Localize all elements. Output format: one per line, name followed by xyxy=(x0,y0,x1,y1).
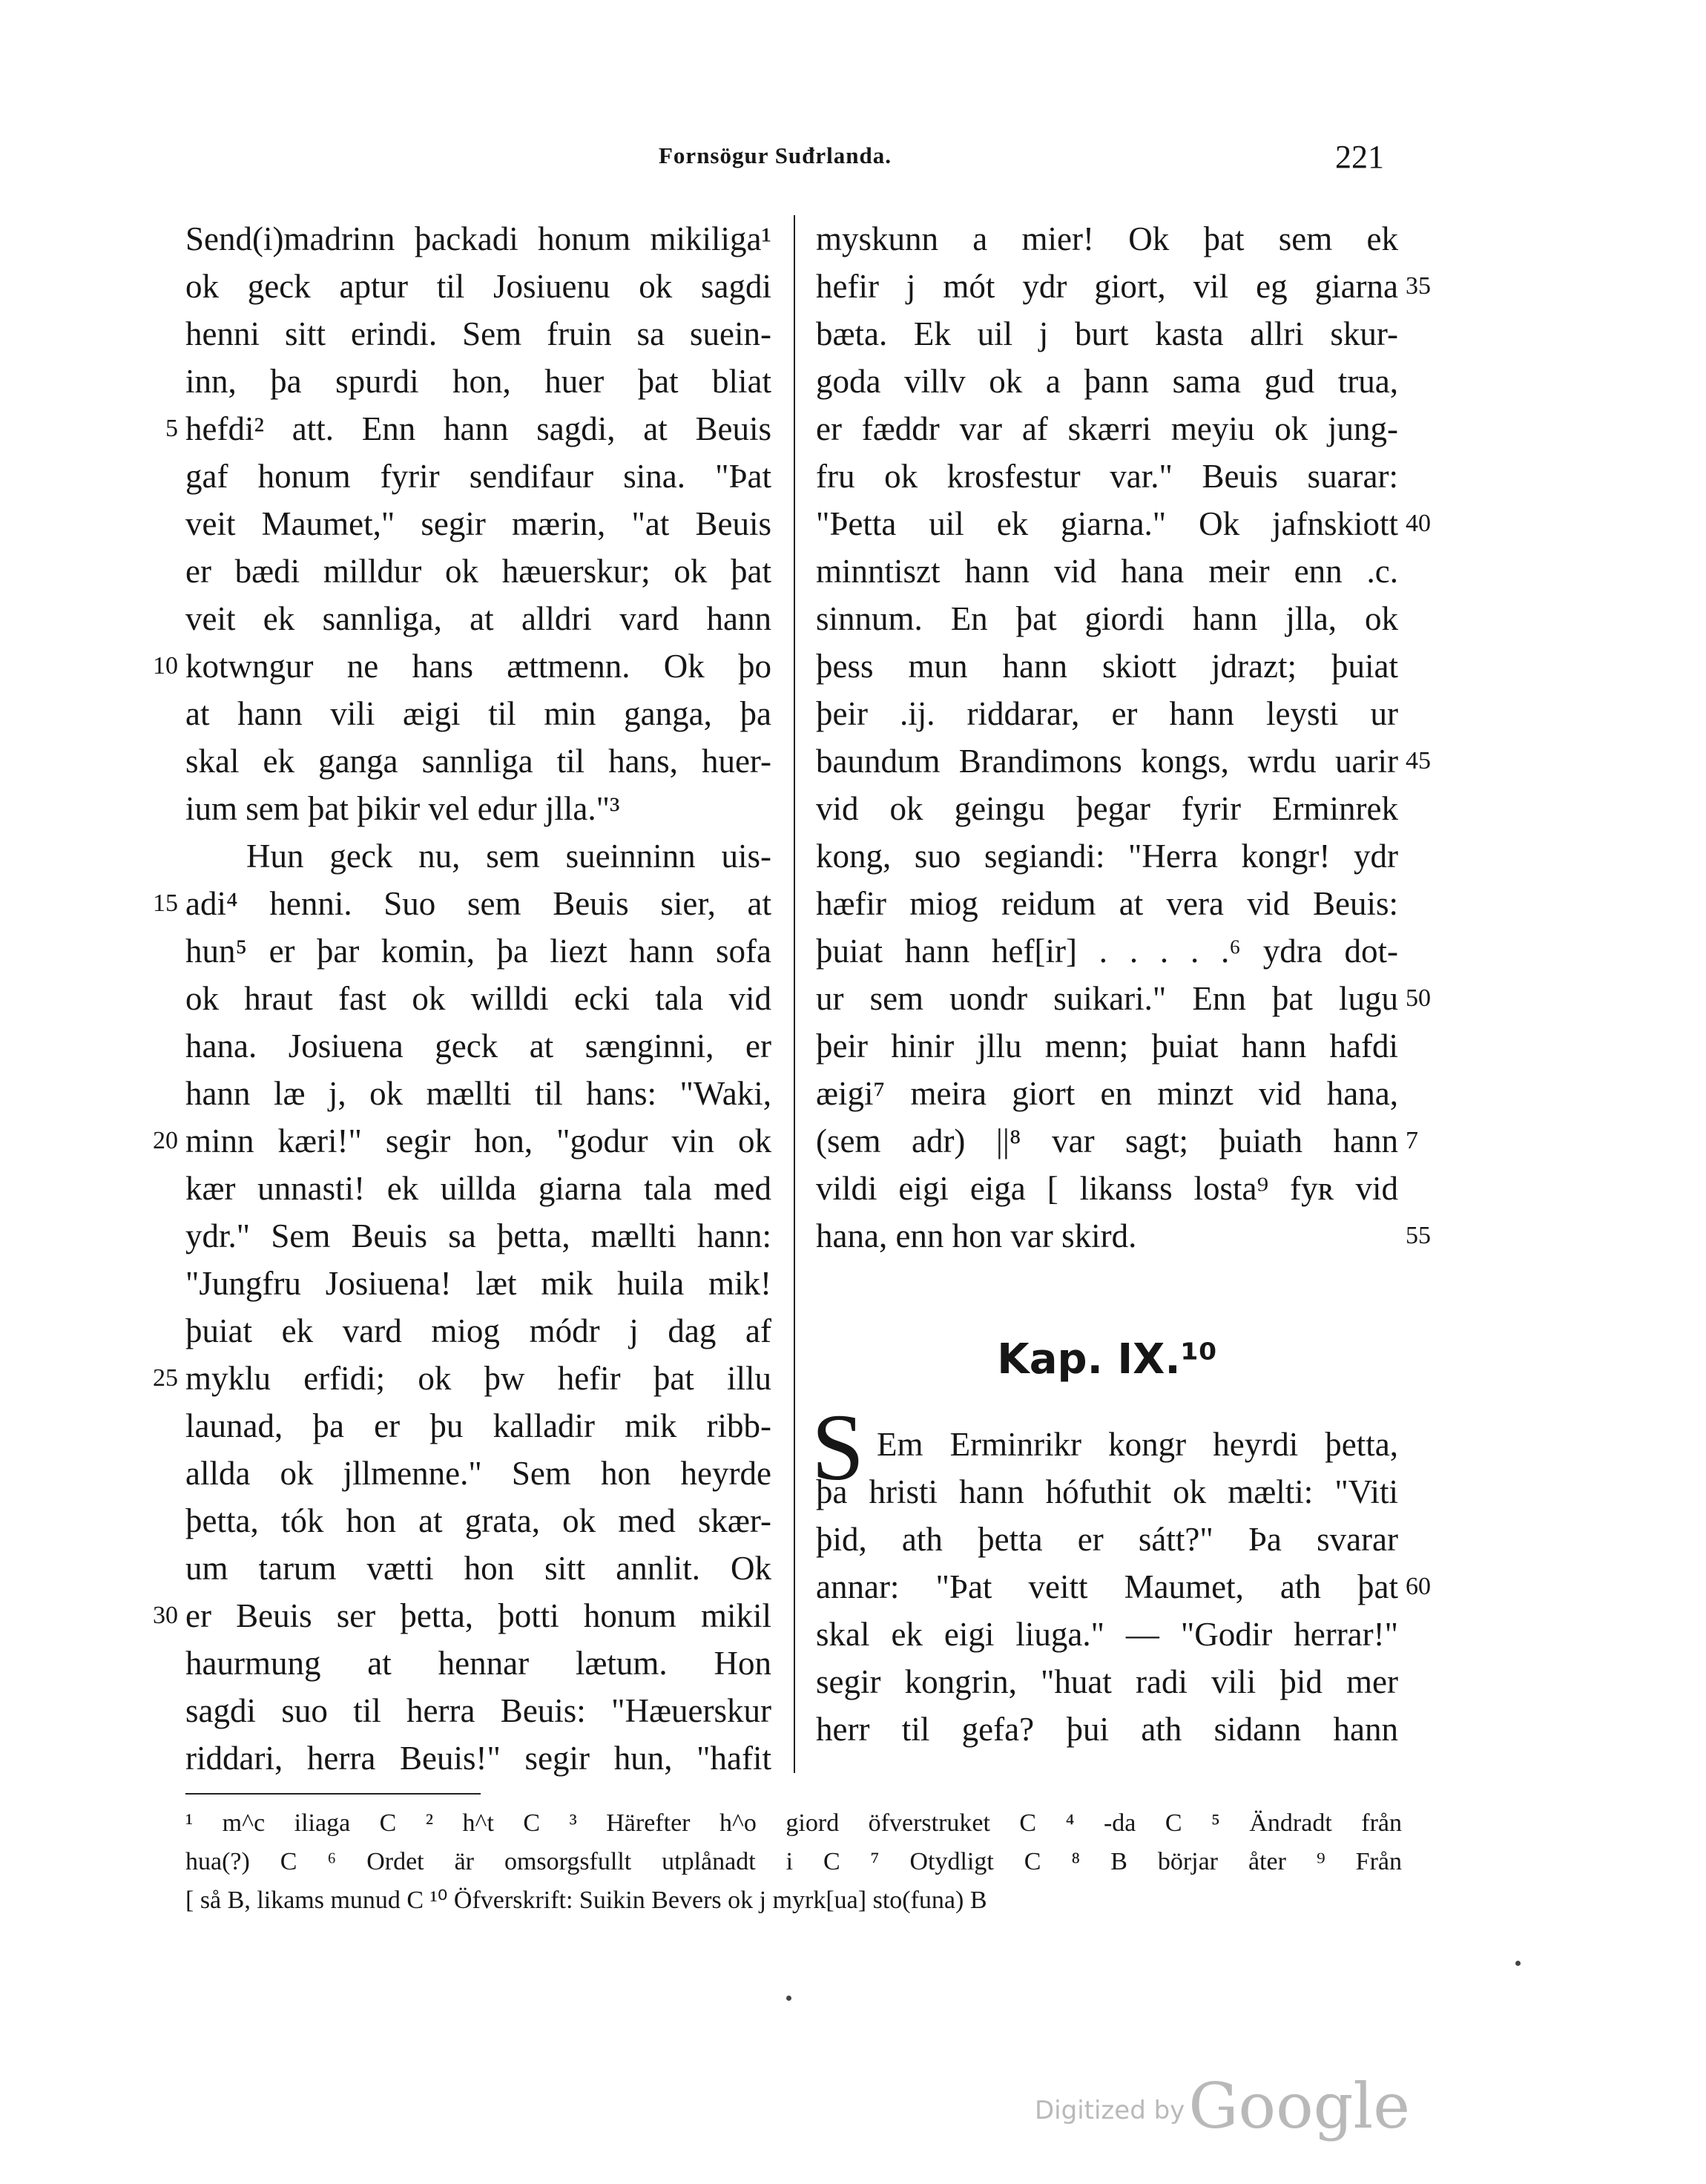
text-line: þuiat hann hef[ir] . . . . .⁶ ydra dot- xyxy=(816,933,1398,970)
text-line: minntiszt hann vid hana meir enn .c. xyxy=(816,553,1398,590)
text-line: fru ok krosfestur var." Beuis suarar: xyxy=(816,458,1398,495)
text-line: hefir j mót ydr giort, vil eg giarna xyxy=(816,268,1398,305)
text-line: haurmung at hennar lætum. Hon xyxy=(185,1645,771,1682)
text-line: (sem adr) ||⁸ var sagt; þuiath hann xyxy=(816,1122,1398,1160)
text-line: vildi eigi eiga [ likanss losta⁹ fyʀ vid xyxy=(816,1170,1398,1207)
text-line: ok geck aptur til Josiuenu ok sagdi xyxy=(185,268,771,305)
text-line: myklu erfidi; ok þw hefir þat illu xyxy=(185,1360,771,1397)
right-column xyxy=(816,215,1398,1260)
text-line: hann læ j, ok mællti til hans: "Waki, xyxy=(185,1075,771,1112)
line-number: 15 xyxy=(153,889,178,917)
text-line: ok hraut fast ok willdi ecki tala vid xyxy=(185,980,771,1017)
text-line: þid, ath þetta er sátt?" Þa svarar xyxy=(816,1521,1398,1558)
chapter-text xyxy=(811,1395,1398,1753)
chapter-heading: Kap. IX.¹⁰ xyxy=(997,1335,1217,1384)
text-line: hæfir miog reidum at vera vid Beuis: xyxy=(816,885,1398,922)
line-number: 45 xyxy=(1406,747,1431,774)
text-line: ydr." Sem Beuis sa þetta, mællti hann: xyxy=(185,1217,771,1254)
text-line: gaf honum fyrir sendifaur sina. "Þat xyxy=(185,458,771,495)
line-number: 25 xyxy=(153,1364,178,1392)
text-line: minn kæri!" segir hon, "godur vin ok xyxy=(185,1122,771,1160)
text-line: Send(i)madrinn þackadi honum mikiliga¹ xyxy=(185,220,771,257)
text-line: henni sitt erindi. Sem fruin sa suein- xyxy=(185,315,771,352)
line-number: 35 xyxy=(1406,272,1431,300)
text-line: "Jungfru Josiuena! læt mik huila mik! xyxy=(185,1265,771,1302)
text-line: kær unnasti! ek uillda giarna tala med xyxy=(185,1170,771,1207)
footnote-line: hua(?) C ⁶ Ordet är omsorgsfullt utplånadt i C ⁷ Otydligt C ⁸ B börjar åter ⁹ Från xyxy=(185,1848,1402,1875)
text-line: er bædi milldur ok hæuerskur; ok þat xyxy=(185,553,771,590)
text-line: þetta, tók hon at grata, ok med skær- xyxy=(185,1502,771,1539)
drop-cap: S xyxy=(811,1395,865,1500)
text-line: "Þetta uil ek giarna." Ok jafnskiott xyxy=(816,505,1398,542)
text-line: inn, þa spurdi hon, huer þat bliat xyxy=(185,363,771,400)
watermark-prefix: Digitized by xyxy=(1035,2096,1185,2125)
line-number: 30 xyxy=(153,1602,178,1629)
text-line: æigi⁷ meira giort en minzt vid hana, xyxy=(816,1075,1398,1112)
footnote-line: [ så B, likams munud C ¹⁰ Öfverskrift: Suikin Bevers ok j myrk[ua] sto(funa) B xyxy=(185,1887,987,1914)
line-number: 60 xyxy=(1406,1573,1431,1600)
line-number: 50 xyxy=(1406,984,1431,1012)
text-line: ium sem þat þikir vel edur jlla."³ xyxy=(185,790,620,827)
text-line: sinnum. En þat giordi hann jlla, ok xyxy=(816,600,1398,637)
text-line: bæta. Ek uil j burt kasta allri skur- xyxy=(816,315,1398,352)
speck xyxy=(786,1996,791,2001)
text-line: riddari, herra Beuis!" segir hun, "hafit xyxy=(185,1740,771,1777)
text-line: hefdi² att. Enn hann sagdi, at Beuis xyxy=(185,410,771,447)
text-line: ur sem uondr suikari." Enn þat lugu xyxy=(816,980,1398,1017)
text-line: þa hristi hann hófuthit ok mælti: "Viti xyxy=(816,1473,1398,1510)
text-line: adi⁴ henni. Suo sem Beuis sier, at xyxy=(185,885,771,922)
text-line: Em Erminrikr kongr heyrdi þetta, xyxy=(877,1426,1398,1463)
footnote-rule xyxy=(185,1793,481,1795)
text-line: hana, enn hon var skird. xyxy=(816,1217,1137,1254)
page-number: 221 xyxy=(1335,139,1384,175)
line-number: 55 xyxy=(1406,1222,1431,1249)
text-line: er Beuis ser þetta, þotti honum mikil xyxy=(185,1597,771,1634)
text-line: skal ek ganga sannliga til hans, huer- xyxy=(185,743,771,780)
text-line: baundum Brandimons kongs, wrdu uarir xyxy=(816,743,1398,780)
text-line: vid ok geingu þegar fyrir Erminrek xyxy=(816,790,1398,827)
line-number: 10 xyxy=(153,652,178,680)
text-line: skal ek eigi liuga." — "Godir herrar!" xyxy=(816,1616,1398,1653)
text-line: herr til gefa? þui ath sidann hann xyxy=(816,1711,1398,1748)
line-number: 5 xyxy=(165,415,178,442)
text-line: þuiat ek vard miog módr j dag af xyxy=(185,1312,771,1349)
line-number: 40 xyxy=(1406,510,1431,537)
footnote-line: ¹ m^c iliaga C ² h^t C ³ Härefter h^o giord öfverstruket C ⁴ -da C ⁵ Ändradt från xyxy=(185,1809,1402,1837)
left-column xyxy=(185,215,771,1782)
text-line: hun⁵ er þar komin, þa liezt hann sofa xyxy=(185,933,771,970)
digitized-watermark xyxy=(1035,2070,1410,2142)
text-line: Hun geck nu, sem sueinninn uis- xyxy=(246,838,771,875)
text-line: annar: "Þat veitt Maumet, ath þat xyxy=(816,1568,1398,1605)
text-line: kotwngur ne hans ættmenn. Ok þo xyxy=(185,648,771,685)
text-line: þess mun hann skiott jdrazt; þuiat xyxy=(816,648,1398,685)
text-line: goda villv ok a þann sama gud trua, xyxy=(816,363,1398,400)
line-number: 20 xyxy=(153,1127,178,1154)
text-line: segir kongrin, "huat radi vili þid mer xyxy=(816,1663,1398,1700)
text-line: kong, suo segiandi: "Herra kongr! ydr xyxy=(816,838,1398,875)
text-line: þeir .ij. riddarar, er hann leysti ur xyxy=(816,695,1398,732)
text-line: launad, þa er þu kalladir mik ribb- xyxy=(185,1407,771,1444)
text-line: allda ok jllmenne." Sem hon heyrde xyxy=(185,1455,771,1492)
text-line: sagdi suo til herra Beuis: "Hæuerskur xyxy=(185,1692,771,1729)
running-title: Fornsögur Suđrlanda. xyxy=(659,142,892,168)
text-line: um tarum vætti hon sitt annlit. Ok xyxy=(185,1550,771,1587)
text-line: myskunn a mier! Ok þat sem ek xyxy=(816,220,1398,257)
text-line: þeir hinir jllu menn; þuiat hann hafdi xyxy=(816,1027,1398,1065)
footnotes xyxy=(185,1804,1402,1920)
line-number: 7 xyxy=(1406,1127,1418,1154)
column-divider xyxy=(794,215,795,1773)
text-line: hana. Josiuena geck at sænginni, er xyxy=(185,1027,771,1065)
text-line: veit ek sannliga, at alldri vard hann xyxy=(185,600,771,637)
text-line: at hann vili æigi til min ganga, þa xyxy=(185,695,771,732)
text-line: veit Maumet," segir mærin, "at Beuis xyxy=(185,505,771,542)
google-logo: Google xyxy=(1188,2070,1410,2142)
text-line: er fæddr var af skærri meyiu ok jung- xyxy=(816,410,1398,447)
speck xyxy=(1515,1961,1521,1966)
